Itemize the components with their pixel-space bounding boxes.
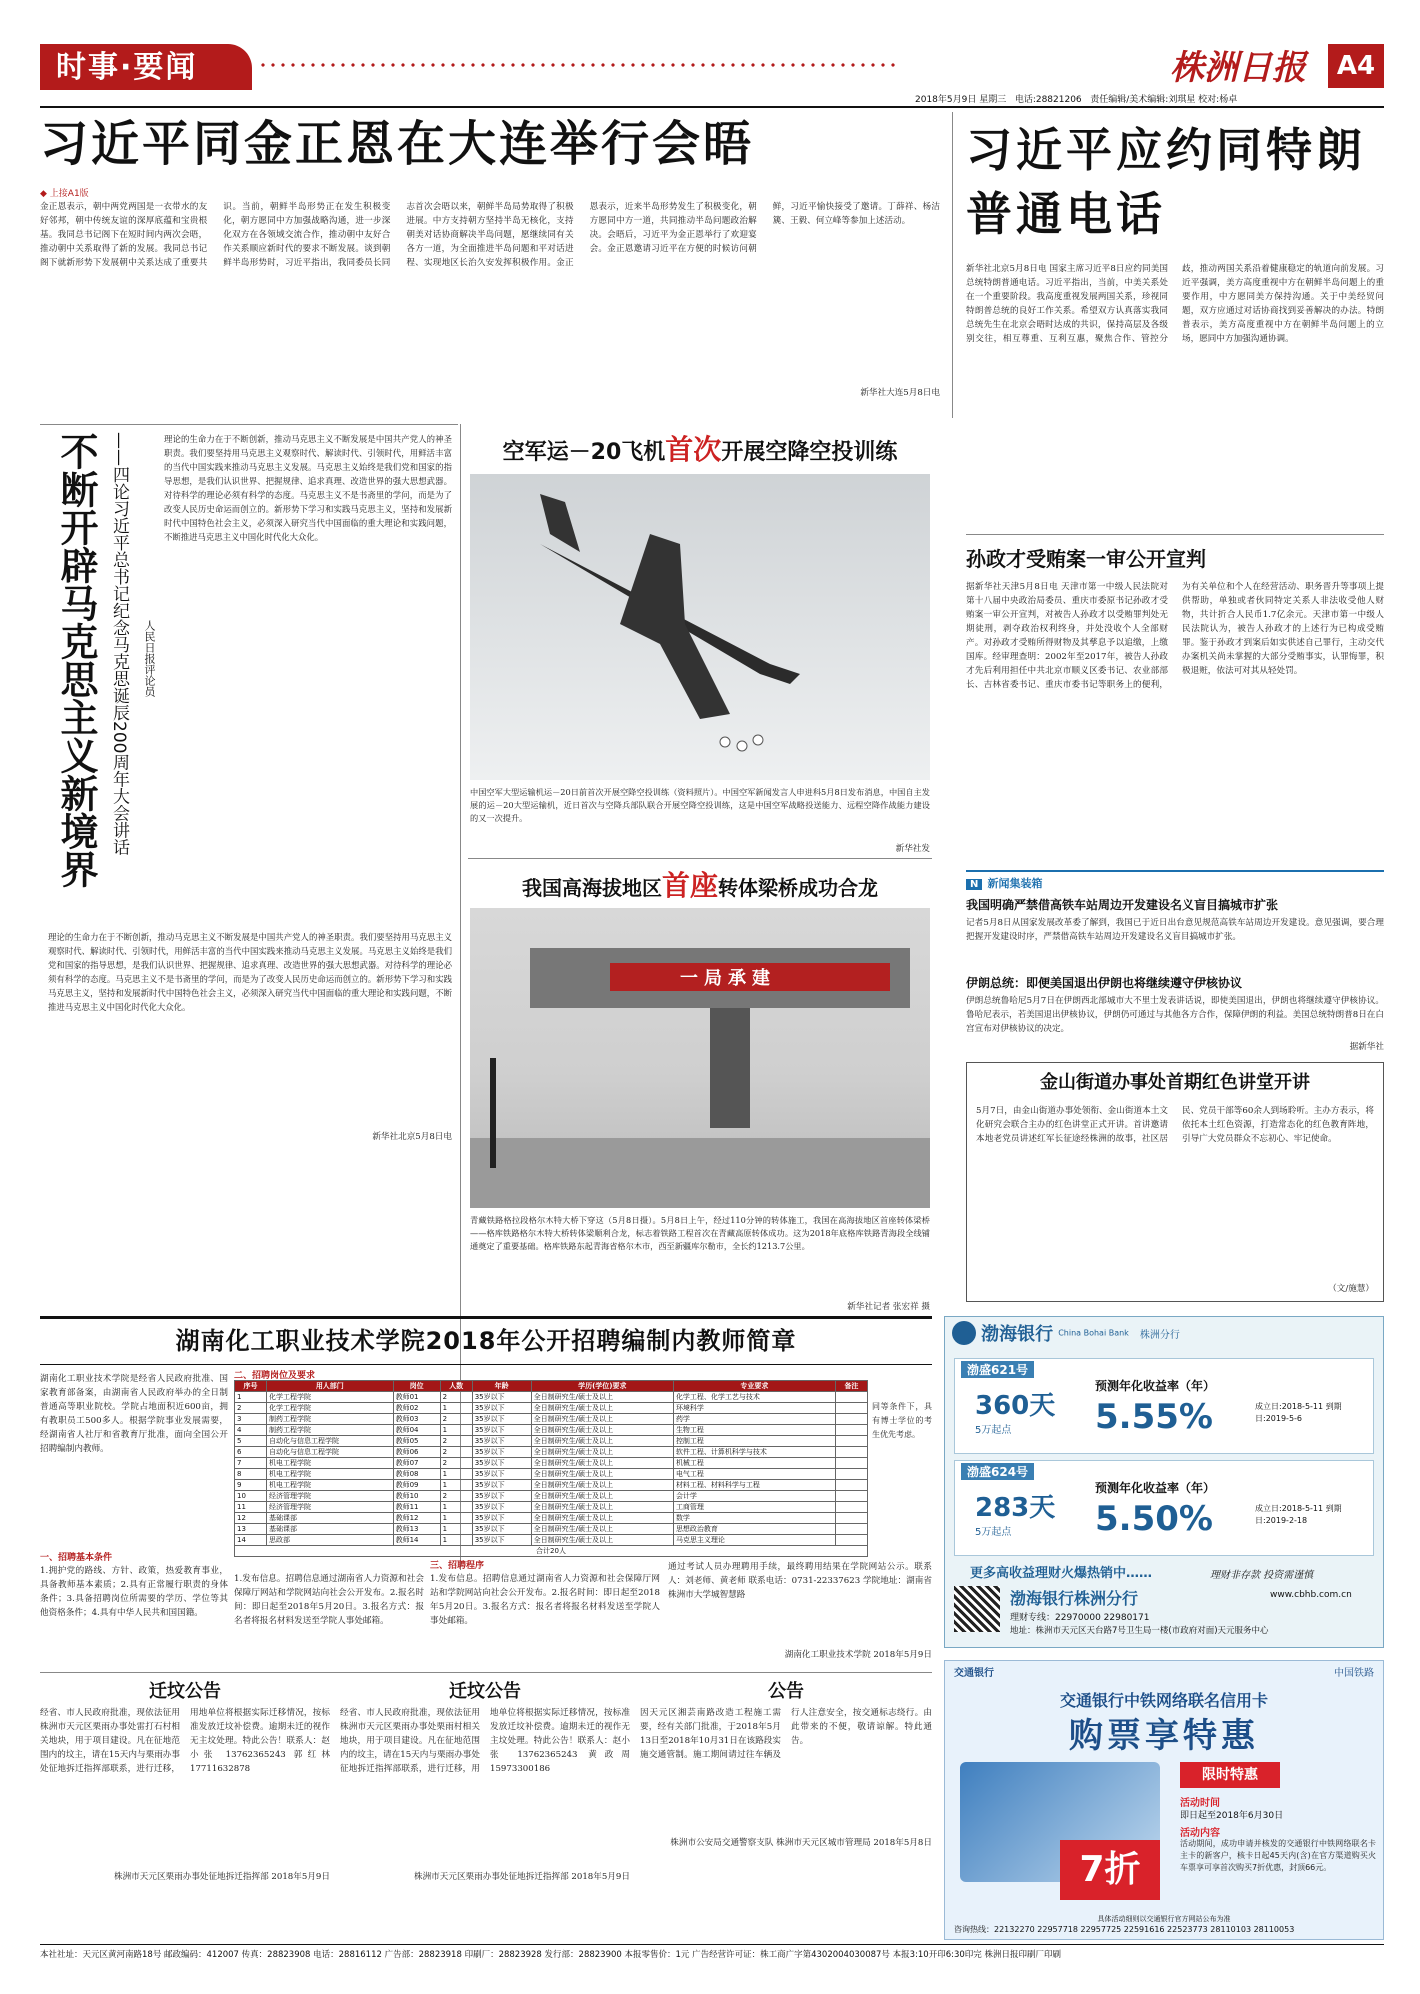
bohai-product-1 <box>954 1358 1374 1454</box>
table-cell: 35岁以下 <box>472 1524 531 1535</box>
railway-track <box>470 1138 930 1208</box>
bocom-content: 活动期间，成功申请并核发的交通银行中铁网络联名卡主卡的新客户，核卡日起45天内(含)在官方渠道购买火车票享可享首次购买7折优惠，封顶66元。 <box>1180 1839 1376 1872</box>
table-cell: 3 <box>235 1414 267 1425</box>
masthead-rule <box>40 106 1384 108</box>
table-cell: 2 <box>440 1491 472 1502</box>
table-cell: 机电工程学院 <box>267 1480 394 1491</box>
call-body: 新华社北京5月8日电 国家主席习近平8日应约同美国总统特朗普通电话。习近平指出，当前，中美关系处在一个重要阶段。我高度重视发展两国关系，珍视同特朗普总统的良好工作关系。希望双方认真落实我同总统先生在北京会晤时达成的共识，保持高层及各级别交往，相互尊重、互利互惠，聚焦合作、管控分歧，推动两国关系沿着健康稳定的轨道向前发展。习近平强调，美方高度重视中方在朝鲜半岛问题上的重要作用，中方愿同美方保持沟通。关于中美经贸问题，双方应通过对话协商找到妥善解决的办法。特朗普表示，美方高度重视中方在朝鲜半岛问题上的立场，愿同中方加强沟通协调。 <box>966 264 1384 344</box>
bocom-phone-row <box>954 1924 1374 1935</box>
table-cell: 6 <box>235 1447 267 1458</box>
table-cell: 化学工程学院 <box>267 1403 394 1414</box>
photo2-headline-post: 转体梁桥成功合龙 <box>718 876 878 900</box>
bohai-p1-rate: 5.55% <box>1095 1397 1213 1437</box>
table-cell: 2 <box>440 1414 472 1425</box>
lead-headline: 习近平同金正恩在大连举行会晤 <box>40 116 755 172</box>
recruit-table-grid <box>234 1380 868 1557</box>
recruit-col-header: 学历(学位)要求 <box>531 1381 673 1392</box>
commentary-headline: 不断开辟马克思主义新境界 <box>54 432 98 888</box>
bohai-p2-dates: 成立日:2018-5-11 到期日:2019-2-18 <box>1255 1504 1342 1525</box>
table-cell: 2 <box>440 1447 472 1458</box>
news-box-header <box>966 870 1384 890</box>
photo2-credit: 新华社记者 张宏祥 摄 <box>847 1302 930 1312</box>
photo2-headline-mark: 首座 <box>661 869 718 902</box>
table-cell: 基础课部 <box>267 1524 394 1535</box>
footer-line: 本社社址：天元区黄河南路18号 邮政编码：412007 传真：28823908 电话：28816112 广告部：28823918 印刷厂：28823928 发行部：28823900 本报零售价：1元 广告经营许可证：株工商广字第4302004030087号 本报3:10开印6:30印完 株洲日报印刷厂印刷 <box>40 1950 1061 1960</box>
table-cell: 电气工程 <box>673 1469 835 1480</box>
table-cell <box>835 1524 867 1535</box>
sun-top-rule <box>966 534 1384 535</box>
notices-top-rule <box>40 1672 932 1673</box>
table-cell: 基础课部 <box>267 1513 394 1524</box>
bohai-p2-days: 283天 <box>975 1493 1056 1523</box>
table-row <box>235 1458 868 1469</box>
bohai-footer: 渤海银行株洲分行 <box>1010 1589 1139 1608</box>
recruit-table-header <box>235 1381 868 1392</box>
bocom-discount-badge <box>1060 1840 1160 1900</box>
lead-body: 金正恩表示，朝中两党两国是一衣带水的友好邻邦，朝中传统友谊的深厚底蕴和宝贵根基。我同总书记阁下在短时间内两次会晤，推动朝中关系取得了新的发展。我同总书记阁下就新形势下发展朝中关系达成了重要共识。当前，朝鲜半岛形势正在发生积极变化，朝方愿同中方加强战略沟通，进一步深化双方在各领域交流合作，推动朝中友好合作关系顺应新时代的要求不断发展。谈到朝鲜半岛形势时，习近平指出，我同委员长同志首次会晤以来，朝鲜半岛局势取得了积极进展。中方支持朝方坚持半岛无核化，支持朝美对话协商解决半岛问题，愿继续同有关各方一道，为全面推进半岛问题和平对话进程、实现地区长治久安发挥积极作用。金正恩表示，近来半岛形势发生了积极变化，朝方愿同中方一道，共同推动半岛问题政治解决。会晤后，习近平为金正恩举行了欢迎宴会。金正恩邀请习近平在方便的时候访问朝鲜，习近平愉快接受了邀请。丁薛祥、杨洁篪、王毅、何立峰等参加上述活动。 <box>40 202 940 268</box>
masthead-info <box>915 92 1237 105</box>
table-row <box>235 1469 868 1480</box>
table-cell: 9 <box>235 1480 267 1491</box>
table-row <box>235 1425 868 1436</box>
table-cell: 12 <box>235 1513 267 1524</box>
bocom-tag: 限时特惠 <box>1180 1762 1280 1788</box>
col-divider-right <box>952 112 953 418</box>
table-cell: 35岁以下 <box>472 1480 531 1491</box>
recruit-cond-body: 1.拥护党的路线、方针、政策，热爱教育事业，具备教师基本素质；2.具有正常履行职责的身体条件；3.具备招聘岗位所需要的学历、学位等其他资格条件；4.具有中华人民共和国国籍。 <box>40 1566 228 1618</box>
table-cell: 10 <box>235 1491 267 1502</box>
table-row <box>235 1436 868 1447</box>
bocom-phones: 22132270 22957718 22957725 22591616 22523773 28110103 28110053 <box>994 1925 1295 1934</box>
plane-wing <box>620 534 730 719</box>
bohai-disclaimer: 理财非存款 投资需谨慎 <box>1210 1570 1314 1581</box>
recruit-col-header: 专业要求 <box>673 1381 835 1392</box>
recruit-table-title: 二、招聘岗位及要求 <box>234 1371 316 1381</box>
table-cell: 机械工程 <box>673 1458 835 1469</box>
commentary-body: 理论的生命力在于不断创新，推动马克思主义不断发展是中国共产党人的神圣职责。我们要坚持用马克思主义观察时代、解读时代、引领时代，用鲜活丰富的当代中国实践来推动马克思主义发展。马克思主义始终是我们党和国家的指导思想，是我们认识世界、把握规律、追求真理、改造世界的强大思想武器。对待科学的理论必须有科学的态度。马克思主义不是书斋里的学问，而是为了改变人民历史命运而创立的。新形势下学习和实践马克思主义，坚持和发展新时代中国特色社会主义，必须深入研究当代中国面临的重大理论和实践问题，不断推进马克思主义中国化时代化大众化。 <box>164 434 452 542</box>
bohai-p2-min: 5万起点 <box>975 1527 1012 1538</box>
photo1-headline-pre: 空军运－20飞机 <box>502 440 666 465</box>
table-cell: 化学工程学院 <box>267 1392 394 1403</box>
bohai-logo-icon <box>952 1321 976 1345</box>
table-cell: 35岁以下 <box>472 1491 531 1502</box>
table-cell <box>835 1513 867 1524</box>
table-cell <box>835 1458 867 1469</box>
bridge-photo <box>470 908 930 1208</box>
commentary-subhead: ——四论习近平总书记纪念马克思诞辰200周年大会讲话 <box>109 432 129 856</box>
photo2-top-rule <box>468 858 932 859</box>
notice-1-title: 迁坟公告 <box>149 1681 221 1702</box>
bohai-p1-days: 360天 <box>975 1391 1056 1421</box>
bohai-name-en: China Bohai Bank <box>1058 1328 1129 1338</box>
bohai-branch: 株洲分行 <box>1139 1329 1180 1341</box>
table-cell: 教师11 <box>393 1502 440 1513</box>
recruit-top-rule <box>40 1316 932 1319</box>
bohai-slogan: 更多高收益理财火爆热销中…… <box>970 1566 1153 1581</box>
table-cell: 教师10 <box>393 1491 440 1502</box>
table-cell: 1 <box>440 1480 472 1491</box>
jinshan-headline: 金山街道办事处首期红色讲堂开讲 <box>1040 1072 1310 1093</box>
table-cell <box>835 1392 867 1403</box>
bocom-headline: 购票享特惠 <box>1069 1716 1259 1756</box>
table-row <box>235 1480 868 1491</box>
dateline: 2018年5月9日 星期三 <box>915 95 1007 105</box>
recruit-col-header: 岗位 <box>393 1381 440 1392</box>
bridge-drawing <box>470 908 930 1208</box>
table-row <box>235 1502 868 1513</box>
table-total: 合计20人 <box>235 1546 868 1557</box>
news-box-credit: 据新华社 <box>1349 1042 1384 1052</box>
table-row <box>235 1535 868 1546</box>
table-cell <box>835 1447 867 1458</box>
bohai-p2-rate: 5.50% <box>1095 1499 1213 1539</box>
footer-rule <box>40 1944 1384 1945</box>
notice-3-signoff: 株洲市公安局交通警察支队 株洲市天元区城市管理局 2018年5月8日 <box>670 1838 932 1848</box>
table-cell: 教师03 <box>393 1414 440 1425</box>
bridge-sign: 一局承建 <box>680 968 776 989</box>
table-cell <box>835 1535 867 1546</box>
table-cell: 1 <box>440 1425 472 1436</box>
table-cell: 药学 <box>673 1414 835 1425</box>
table-cell: 经济管理学院 <box>267 1491 394 1502</box>
table-cell: 机电工程学院 <box>267 1469 394 1480</box>
photo2-headline <box>470 864 930 908</box>
table-cell <box>835 1425 867 1436</box>
news-item1-title: 我国明确严禁借高铁车站周边开发建设名义盲目搞城市扩张 <box>966 898 1279 912</box>
table-cell: 全日制研究生/硕士及以上 <box>531 1513 673 1524</box>
table-row <box>235 1414 868 1425</box>
sun-body: 据新华社天津5月8日电 天津市第一中级人民法院对第十八届中央政治局委员、重庆市委原书记孙政才受贿案一审公开宣判，对被告人孙政才以受贿罪判处无期徒刑，剥夺政治权利终身，并处没收个人全部财产。对孙政才受贿所得财物及其孳息予以追缴，上缴国库。经审理查明：2002年至2017年，被告人孙政才先后利用担任中共北京市顺义区委书记、农业部部长、吉林省委书记、重庆市委书记等职务上的便利，为有关单位和个人在经营活动、职务晋升等事项上提供帮助，单独或者伙同特定关系人非法收受他人财物，共计折合人民币1.7亿余元。天津市第一中级人民法院认为，被告人孙政才的上述行为已构成受贿罪。鉴于孙政才到案后如实供述自己罪行，主动交代办案机关尚未掌握的大部分受贿事实，认罪悔罪，积极退赃，依法可对其从轻处罚。 <box>966 582 1384 690</box>
table-cell: 自动化与信息工程学院 <box>267 1447 394 1458</box>
bocom-period-label: 活动时间 <box>1180 1798 1220 1809</box>
recruit-misc: 1.发布信息。招聘信息通过湖南省人力资源和社会保障厅网站和学院网站向社会公开发布。2.报名时间：即日起至2018年5月20日。3.报名方式：报名者将报名材料发送至学院人事处邮箱。 <box>234 1574 424 1626</box>
bohai-logo <box>952 1320 1382 1354</box>
news-item2-title: 伊朗总统：即便美国退出伊朗也将继续遵守伊核协议 <box>966 976 1243 990</box>
recruit-col-header: 用人部门 <box>267 1381 394 1392</box>
signal-post <box>490 1058 496 1168</box>
table-cell: 1 <box>440 1403 472 1414</box>
notice-3 <box>640 1678 932 1918</box>
bohai-address: 地址：株洲市天元区天台路7号卫生局一楼(市政府对面)天元服务中心 <box>1010 1626 1269 1636</box>
notice-1-body: 经省、市人民政府批准，现依法征用株洲市天元区栗雨办事处雷打石村相关地块，用于项目建设。凡在征地范围内的坟主，请在15天内与栗雨办事处征地拆迁指挥部联系，进行迁移，用地单位将根据实际迁移情况，按标准发放迁坟补偿费。逾期未迁的视作无主坟处理。特此公告！联系人：赵小张 13762365243 郭红林 17711632878 <box>40 1708 330 1774</box>
table-cell: 教师12 <box>393 1513 440 1524</box>
table-cell: 1 <box>440 1535 472 1546</box>
photo1-credit: 新华社发 <box>895 844 930 854</box>
table-cell: 2 <box>440 1392 472 1403</box>
table-cell: 35岁以下 <box>472 1447 531 1458</box>
table-cell: 教师01 <box>393 1392 440 1403</box>
recruit-head-rule <box>40 1364 932 1365</box>
table-cell: 全日制研究生/硕士及以上 <box>531 1469 673 1480</box>
table-cell: 全日制研究生/硕士及以上 <box>531 1436 673 1447</box>
table-cell: 全日制研究生/硕士及以上 <box>531 1535 673 1546</box>
bohai-phone: 理财专线：22970000 22980171 <box>1010 1613 1150 1623</box>
continued-label: 上接A1版 <box>49 189 89 199</box>
table-cell: 教师09 <box>393 1480 440 1491</box>
table-cell: 全日制研究生/硕士及以上 <box>531 1425 673 1436</box>
table-cell: 生物工程 <box>673 1425 835 1436</box>
bocom-content-label: 活动内容 <box>1180 1828 1220 1839</box>
sun-headline: 孙政才受贿案一审公开宣判 <box>966 547 1206 571</box>
news-box-label: 新闻集装箱 <box>987 877 1043 890</box>
table-cell: 2 <box>235 1403 267 1414</box>
table-cell: 全日制研究生/硕士及以上 <box>531 1403 673 1414</box>
recruit-col-header: 人数 <box>440 1381 472 1392</box>
commentary-top-rule <box>40 424 458 425</box>
phone: 电话:28821206 <box>1014 95 1082 105</box>
table-cell: 自动化与信息工程学院 <box>267 1436 394 1447</box>
recruit-proc-body: 1.发布信息。招聘信息通过湖南省人力资源和社会保障厅网站和学院网站向社会公开发布。2.报名时间：即日起至2018年5月20日。3.报名方式：报名者将报名材料发送至学院人事处邮箱。 <box>430 1574 660 1626</box>
bohai-name: 渤海银行 <box>981 1324 1054 1345</box>
table-cell <box>835 1414 867 1425</box>
bohai-product-2 <box>954 1460 1374 1556</box>
notice-2-title: 迁坟公告 <box>449 1681 521 1702</box>
table-cell: 制药工程学院 <box>267 1414 394 1425</box>
table-cell: 2 <box>440 1458 472 1469</box>
photo1-headline-post: 开展空降空投训练 <box>721 440 898 465</box>
table-cell: 教师02 <box>393 1403 440 1414</box>
notice-2 <box>340 1678 630 1918</box>
bohai-p2-rate-label: 预测年化收益率（年） <box>1095 1481 1216 1495</box>
table-cell: 35岁以下 <box>472 1458 531 1469</box>
table-cell: 全日制研究生/硕士及以上 <box>531 1414 673 1425</box>
news-item1-body: 记者5月8日从国家发展改革委了解到，我国已于近日出台意见规范高铁车站周边开发建设。意见强调，要合理把握开发建设时序，严禁借高铁车站周边开发建设名义盲目搞城市扩张。 <box>966 918 1384 942</box>
table-cell: 教师04 <box>393 1425 440 1436</box>
table-cell: 软件工程、计算机科学与技术 <box>673 1447 835 1458</box>
parachute-2 <box>737 741 747 751</box>
bocom-phone-label: 咨询热线： <box>954 1925 994 1934</box>
bocom-note: 具体活动细则以交通银行官方网站公布为准 <box>1097 1915 1231 1923</box>
table-cell: 35岁以下 <box>472 1513 531 1524</box>
continued-marker: ◆ 上接A1版 <box>40 189 89 199</box>
paper-logo: 株洲日报 <box>1170 48 1306 88</box>
table-cell: 2 <box>440 1436 472 1447</box>
recruit-proc-title: 三、招聘程序 <box>430 1561 485 1571</box>
table-cell: 思政部 <box>267 1535 394 1546</box>
table-cell: 13 <box>235 1524 267 1535</box>
photo1-headline-mark: 首次 <box>665 433 722 466</box>
table-cell <box>835 1403 867 1414</box>
bohai-p1-min: 5万起点 <box>975 1425 1012 1436</box>
jinshan-credit: （文/施慧） <box>1328 1284 1374 1294</box>
bohai-p2-name: 渤盛624号 <box>961 1463 1034 1480</box>
notice-2-body: 经省、市人民政府批准，现依法征用株洲市天元区栗雨办事处栗雨村相关地块，用于项目建设。凡在征地范围内的坟主，请在15天内与栗雨办事处征地拆迁指挥部联系，进行迁移，用地单位将根据实际迁移情况，按标准发放迁坟补偿费。逾期未迁的视作无主坟处理。特此公告！联系人：赵小张 13762365243 黄政周 15973300186 <box>340 1708 630 1774</box>
plane-tail <box>540 494 580 552</box>
table-cell <box>835 1491 867 1502</box>
table-cell: 全日制研究生/硕士及以上 <box>531 1392 673 1403</box>
notice-3-title: 公告 <box>768 1681 804 1702</box>
table-cell: 1 <box>440 1513 472 1524</box>
recruit-intro: 湖南化工职业技术学院是经省人民政府批准、国家教育部备案，由湖南省人民政府举办的全日制普通高等职业院校。学院占地面积近600亩，拥有教职员工500多人。根据学院事业发展需要，经湖南省人社厅和省教育厅批准，面向全国公开招聘编制内教师。 <box>40 1374 228 1454</box>
table-cell: 经济管理学院 <box>267 1502 394 1513</box>
bocom-bank: 交通银行 <box>954 1668 994 1679</box>
recruit-signoff: 湖南化工职业技术学院 2018年5月9日 <box>784 1650 932 1660</box>
notice-2-signoff: 株洲市天元区栗雨办事处征地拆迁指挥部 2018年5月9日 <box>413 1872 630 1882</box>
table-cell: 会计学 <box>673 1491 835 1502</box>
editors: 责任编辑/美术编辑:刘琪星 校对:杨卓 <box>1090 95 1238 105</box>
table-cell: 工商管理 <box>673 1502 835 1513</box>
table-cell: 教师08 <box>393 1469 440 1480</box>
notice-1-signoff: 株洲市天元区栗雨办事处征地拆迁指挥部 2018年5月9日 <box>113 1872 330 1882</box>
recruit-col-header: 序号 <box>235 1381 267 1392</box>
table-cell <box>835 1480 867 1491</box>
section-title: 时事·要闻 <box>56 50 198 85</box>
plane-silhouette <box>470 474 930 780</box>
photo2-caption: 青藏铁路格拉段格尔木特大桥下穿这（5月8日摄）。5月8日上午，经过110分钟的转体施工，我国在高海拔地区首座转体梁桥——格库铁路格尔木特大桥转体梁顺利合龙，标志着铁路工程首次在青藏高原转体成功。这为2018年底格库铁路青海段全线铺通奠定了重要基础。格库铁路东起青海省格尔木市，西至新疆库尔勒市，全长约1213.7公里。 <box>470 1215 930 1251</box>
table-cell: 环境科学 <box>673 1403 835 1414</box>
table-cell: 35岁以下 <box>472 1436 531 1447</box>
table-row <box>235 1491 868 1502</box>
table-row <box>235 1447 868 1458</box>
table-cell: 教师14 <box>393 1535 440 1546</box>
table-cell: 1 <box>440 1524 472 1535</box>
table-cell <box>835 1502 867 1513</box>
table-cell: 11 <box>235 1502 267 1513</box>
table-cell: 化学工程、化学工艺与技术 <box>673 1392 835 1403</box>
table-cell: 35岁以下 <box>472 1403 531 1414</box>
bohai-p1-dates: 成立日:2018-5-11 到期日:2019-5-6 <box>1255 1402 1342 1423</box>
table-cell: 5 <box>235 1436 267 1447</box>
bocom-discount: 7折 <box>1079 1849 1141 1890</box>
table-cell: 35岁以下 <box>472 1414 531 1425</box>
photo1-headline <box>470 428 930 472</box>
notice-1 <box>40 1678 330 1918</box>
table-cell <box>835 1436 867 1447</box>
recruit-col-header: 备注 <box>835 1381 867 1392</box>
photo2-headline-pre: 我国高海拔地区 <box>521 876 662 900</box>
bocom-logos <box>954 1664 1374 1684</box>
bocom-cobrand: 中国铁路 <box>1334 1668 1374 1679</box>
table-cell: 14 <box>235 1535 267 1546</box>
transport-plane-photo <box>470 474 930 780</box>
table-row <box>235 1524 868 1535</box>
table-cell: 教师06 <box>393 1447 440 1458</box>
table-cell: 35岁以下 <box>472 1469 531 1480</box>
table-cell: 教师13 <box>393 1524 440 1535</box>
table-cell: 1 <box>235 1392 267 1403</box>
banner-dots <box>258 60 898 70</box>
table-cell: 全日制研究生/硕士及以上 <box>531 1491 673 1502</box>
page-number: A4 <box>1328 44 1384 88</box>
table-cell: 教师07 <box>393 1458 440 1469</box>
table-cell: 全日制研究生/硕士及以上 <box>531 1458 673 1469</box>
notice-3-body: 因天元区湘芸南路改造工程施工需要，经有关部门批准，于2018年5月13日至2018年10月31日在该路段实施交通管制。施工期间请过往车辆及行人注意安全，按交通标志绕行。由此带来的不便，敬请谅解。特此通告。 <box>640 1708 932 1760</box>
table-cell: 控制工程 <box>673 1436 835 1447</box>
photo1-caption: 中国空军大型运输机运－20日前首次开展空降空投训练（资料照片）。中国空军新闻发言人申进科5月8日发布消息，中国自主发展的运－20大型运输机，近日首次与空降兵部队联合开展空降空投训练，这是中国空军战略投送能力、远程空降作战能力建设的又一次提升。 <box>470 787 930 823</box>
lead-dateline: 新华社大连5月8日电 <box>860 388 940 398</box>
table-cell: 机电工程学院 <box>267 1458 394 1469</box>
table-cell: 制药工程学院 <box>267 1425 394 1436</box>
table-row <box>235 1513 868 1524</box>
recruit-contact: 通过考试人员办理聘用手续，最终聘用结果在学院网站公示。联系人：刘老师、黄老师 联系电话：0731-22337623 学院地址：湖南省株洲市大学城智慧路 <box>668 1562 932 1600</box>
table-cell: 1 <box>440 1469 472 1480</box>
table-cell: 全日制研究生/硕士及以上 <box>531 1502 673 1513</box>
table-row <box>235 1403 868 1414</box>
commentary-byline: 人民日报评论员 <box>143 620 156 697</box>
table-row <box>235 1392 868 1403</box>
bohai-p1-name: 渤盛621号 <box>961 1361 1034 1378</box>
bohai-web: www.cbhb.com.cn <box>1270 1590 1352 1600</box>
recruit-headline: 湖南化工职业技术学院2018年公开招聘编制内教师简章 <box>175 1327 797 1355</box>
parachute-1 <box>720 737 730 747</box>
jinshan-body: 5月7日，由金山街道办事处领衔、金山街道本土文化研究会联合主办的红色讲堂正式开讲。首讲邀请本地老党员讲述红军长征途经株洲的故事，社区居民、党员干部等60余人到场聆听。主办方表示，将依托本土红色资源，打造常态化的红色教育阵地，引导广大党员群众不忘初心、牢记使命。 <box>976 1106 1374 1144</box>
table-cell: 全日制研究生/硕士及以上 <box>531 1447 673 1458</box>
table-cell <box>835 1469 867 1480</box>
bohai-p1-rate-label: 预测年化收益率（年） <box>1095 1379 1216 1393</box>
commentary-dateline: 新华社北京5月8日电 <box>372 1132 452 1142</box>
table-cell: 35岁以下 <box>472 1535 531 1546</box>
table-cell: 35岁以下 <box>472 1392 531 1403</box>
bohai-qr <box>954 1586 1000 1632</box>
bocom-period: 即日起至2018年6月30日 <box>1180 1811 1284 1821</box>
table-cell: 35岁以下 <box>472 1425 531 1436</box>
table-cell: 8 <box>235 1469 267 1480</box>
table-total-row <box>235 1546 868 1557</box>
recruit-remark: 同等条件下，具有博士学位的考生优先考虑。 <box>872 1402 932 1439</box>
news-box-icon: N <box>966 879 982 890</box>
table-cell: 材料工程、材料科学与工程 <box>673 1480 835 1491</box>
bridge-pier <box>710 1008 750 1128</box>
table-cell: 全日制研究生/硕士及以上 <box>531 1524 673 1535</box>
table-cell: 数学 <box>673 1513 835 1524</box>
call-headline: 习近平应约同特朗普通电话 <box>966 123 1366 241</box>
table-cell: 全日制研究生/硕士及以上 <box>531 1480 673 1491</box>
table-cell: 1 <box>440 1502 472 1513</box>
recruit-cond-title: 一、招聘基本条件 <box>40 1553 113 1563</box>
table-cell: 4 <box>235 1425 267 1436</box>
table-cell: 思想政治教育 <box>673 1524 835 1535</box>
parachute-3 <box>753 735 763 745</box>
news-item2-body: 伊朗总统鲁哈尼5月7日在伊朗西北部城市大不里士发表讲话说，即使美国退出，伊朗也将继续遵守伊核协议。鲁哈尼表示，若美国退出伊核协议，伊朗仍可通过与其他各方合作，保障伊朗的利益。美国总统特朗普8日在白宫宣布对伊核协议的决定。 <box>966 996 1384 1034</box>
table-cell: 35岁以下 <box>472 1502 531 1513</box>
recruit-col-header: 年龄 <box>472 1381 531 1392</box>
bocom-title: 交通银行中铁网络联名信用卡 <box>1059 1691 1268 1710</box>
recruit-table <box>234 1380 868 1557</box>
table-cell: 马克思主义理论 <box>673 1535 835 1546</box>
table-cell: 7 <box>235 1458 267 1469</box>
commentary-body-lower: 理论的生命力在于不断创新，推动马克思主义不断发展是中国共产党人的神圣职责。我们要坚持用马克思主义观察时代、解读时代、引领时代，用鲜活丰富的当代中国实践来推动马克思主义发展。马克思主义始终是我们党和国家的指导思想，是我们认识世界、把握规律、追求真理、改造世界的强大思想武器。对待科学的理论必须有科学的态度。马克思主义不是书斋里的学问，而是为了改变人民历史命运而创立的。新形势下学习和实践马克思主义，坚持和发展新时代中国特色社会主义，必须深入研究当代中国面临的重大理论和实践问题，不断推进马克思主义中国化时代化大众化。 <box>48 932 452 1012</box>
table-cell: 教师05 <box>393 1436 440 1447</box>
